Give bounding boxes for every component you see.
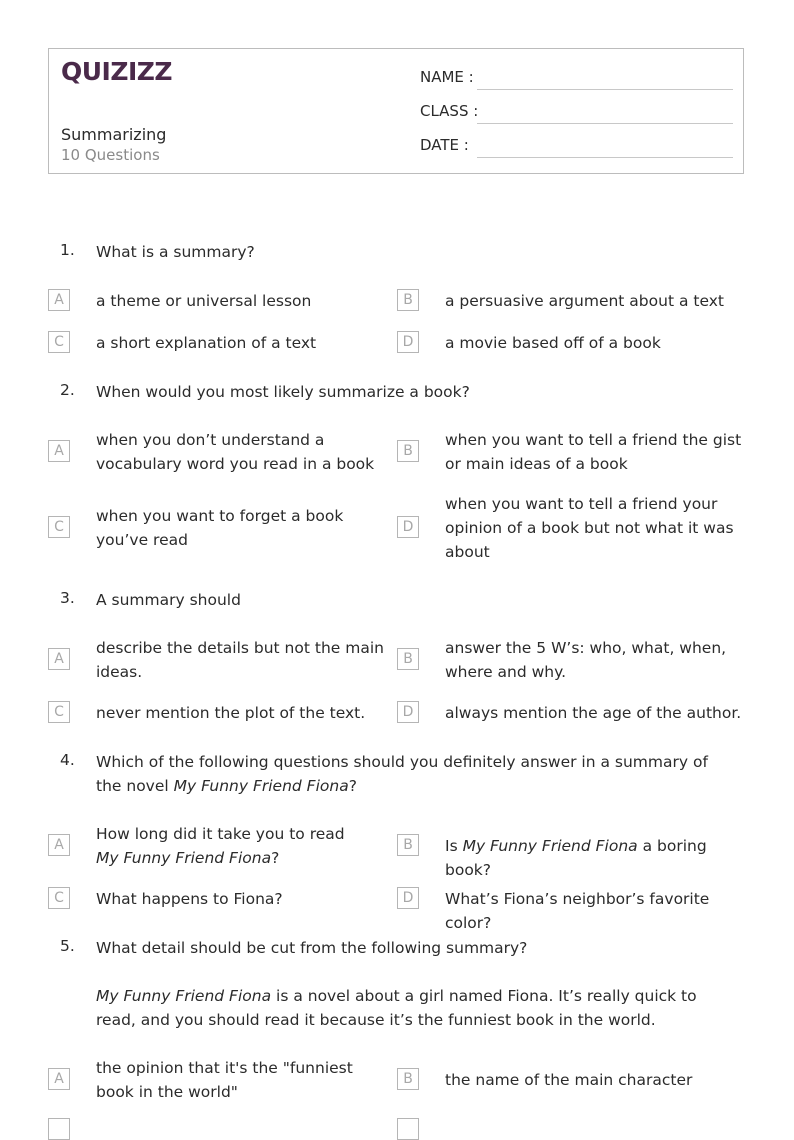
option-b-box[interactable]: B [397,440,419,462]
option-d-box[interactable]: D [397,331,419,353]
option-c-box[interactable]: C [48,516,70,538]
class-label: CLASS : [420,102,479,120]
option-b-text: a persuasive argument about a text [445,292,724,310]
option-b-text: the name of the main character [445,1071,693,1089]
option-b-text: answer the 5 W’s: who, what, when, where and why. [445,639,727,681]
option-c-text: when you want to forget a book you’ve read [96,507,344,549]
summary-passage: My Funny Friend Fiona is a novel about a girl named Fiona. It’s really quick to read, and you should read it because it’s the funniest book in the world. [96,987,697,1029]
book-title: My Funny Friend Fiona [96,849,272,867]
question-number: 1. [60,241,75,259]
question-number: 5. [60,937,75,955]
option-a-box[interactable]: A [48,440,70,462]
question-number: 4. [60,751,75,769]
name-field[interactable] [477,89,733,90]
question-count: 10 Questions [61,146,160,164]
option-c-box[interactable]: C [48,887,70,909]
option-a-text: describe the details but not the main ideas. [96,639,384,681]
option-a-text: the opinion that it's the "funniest book in the world" [96,1059,353,1101]
question-text: What detail should be cut from the following summary? [96,939,528,957]
option-d-text: a movie based off of a book [445,334,661,352]
book-title: My Funny Friend Fiona [462,837,638,855]
option-a-text: a theme or universal lesson [96,292,312,310]
option-b-box[interactable]: B [397,834,419,856]
option-b-text: when you want to tell a friend the gist or main ideas of a book [445,431,742,473]
option-b-box[interactable]: B [397,648,419,670]
date-label: DATE : [420,136,469,154]
option-a-box[interactable]: A [48,834,70,856]
option-a-box[interactable]: A [48,1068,70,1090]
option-c-box[interactable]: C [48,701,70,723]
worksheet-title: Summarizing [61,125,167,144]
option-b-box[interactable]: B [397,289,419,311]
date-field[interactable] [477,157,733,158]
option-b-text: Is My Funny Friend Fiona a boring book? [445,837,707,879]
option-d-box[interactable]: D [397,887,419,909]
option-d-box[interactable]: D [397,516,419,538]
option-d-text: What’s Fiona’s neighbor’s favorite color? [445,890,710,932]
option-c-box[interactable]: C [48,331,70,353]
option-c-text: a short explanation of a text [96,334,317,352]
option-a-text: How long did it take you to read My Funny Friend Fiona? [96,825,345,867]
option-c-text: What happens to Fiona? [96,890,283,908]
option-c-box[interactable] [48,1118,70,1140]
class-field[interactable] [477,123,733,124]
question-number: 2. [60,381,75,399]
question-text: A summary should [96,591,241,609]
question-text: When would you most likely summarize a book? [96,383,470,401]
quizizz-logo: QUIZIZZ [61,57,173,86]
option-d-box[interactable] [397,1118,419,1140]
option-d-text: when you want to tell a friend your opinion of a book but not what it was about [445,495,734,561]
question-text: Which of the following questions should you definitely answer in a summary of the novel My Funny Friend Fiona? [96,753,708,795]
option-a-box[interactable]: A [48,289,70,311]
question-number: 3. [60,589,75,607]
option-c-text: never mention the plot of the text. [96,704,366,722]
worksheet-header [48,48,744,174]
book-title: My Funny Friend Fiona [96,987,272,1005]
option-a-box[interactable]: A [48,648,70,670]
option-d-text: always mention the age of the author. [445,704,742,722]
option-a-text: when you don’t understand a vocabulary word you read in a book [96,431,375,473]
option-b-box[interactable]: B [397,1068,419,1090]
name-label: NAME : [420,68,474,86]
question-text: What is a summary? [96,243,255,261]
option-d-box[interactable]: D [397,701,419,723]
book-title: My Funny Friend Fiona [173,777,349,795]
